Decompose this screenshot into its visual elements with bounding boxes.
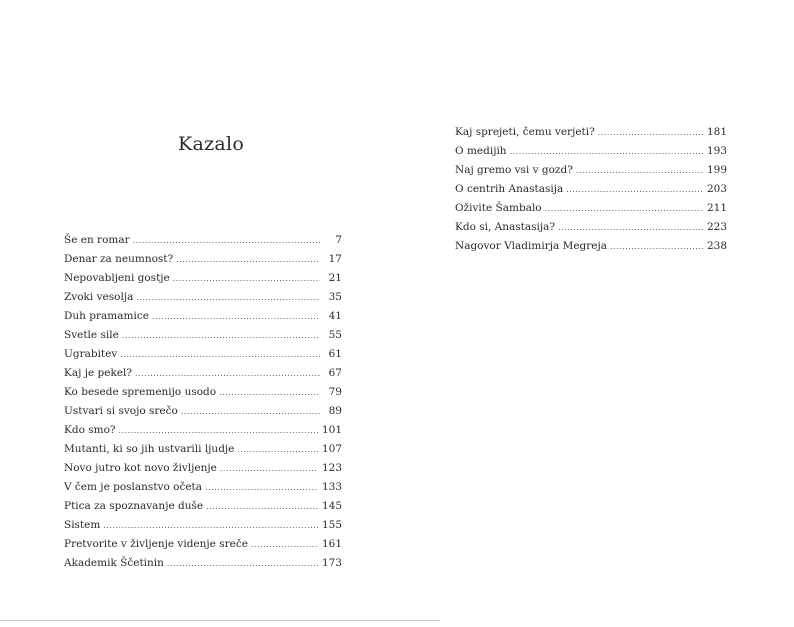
toc-entry-page-number: 35 bbox=[328, 291, 342, 303]
toc-entry-title: Pretvorite v življenje videnje sreče bbox=[64, 538, 248, 550]
toc-list-left bbox=[64, 231, 342, 573]
toc-leader-dots bbox=[220, 459, 318, 478]
toc-leader-dots bbox=[610, 237, 703, 256]
toc-entry bbox=[455, 180, 727, 199]
toc-leader-dots bbox=[119, 421, 318, 440]
toc-entry bbox=[64, 440, 342, 459]
toc-entry bbox=[64, 516, 342, 535]
toc-entry bbox=[64, 497, 342, 516]
toc-entry-page-number: 123 bbox=[321, 462, 342, 474]
toc-entry-page-number: 199 bbox=[706, 164, 727, 176]
toc-leader-dots bbox=[167, 554, 318, 573]
toc-entry-title: Ko besede spremenijo usodo bbox=[64, 386, 217, 398]
toc-entry-page-number: 107 bbox=[321, 443, 342, 455]
toc-entry-page-number: 145 bbox=[321, 500, 342, 512]
toc-entry-title: Naj gremo vsi v gozd? bbox=[455, 164, 573, 176]
toc-entry-title: Ustvari si svojo srečo bbox=[64, 405, 178, 417]
toc-entry-title: O medijih bbox=[455, 145, 507, 157]
toc-entry bbox=[64, 345, 342, 364]
toc-entry-title: Zvoki vesolja bbox=[64, 291, 134, 303]
toc-leader-dots bbox=[206, 497, 318, 516]
page-edge-line bbox=[0, 620, 440, 621]
toc-entry-page-number: 181 bbox=[706, 126, 727, 138]
toc-entry-title: Duh pramamice bbox=[64, 310, 149, 322]
toc-leader-dots bbox=[566, 180, 703, 199]
toc-entry bbox=[64, 554, 342, 573]
toc-entry bbox=[64, 459, 342, 478]
right-page bbox=[397, 0, 794, 627]
toc-entry-page-number: 203 bbox=[706, 183, 727, 195]
toc-entry-title: Kaj je pekel? bbox=[64, 367, 133, 379]
toc-list-right bbox=[455, 123, 727, 256]
toc-entry-title: Novo jutro kot novo življenje bbox=[64, 462, 217, 474]
toc-entry bbox=[64, 307, 342, 326]
toc-entry bbox=[455, 199, 727, 218]
toc-entry-title: V čem je poslanstvo očeta bbox=[64, 481, 203, 493]
toc-entry-title: Nagovor Vladimirja Megreja bbox=[455, 240, 608, 252]
toc-entry bbox=[64, 326, 342, 345]
toc-entry-title: Kdo si, Anastasija? bbox=[455, 221, 556, 233]
toc-entry-page-number: 101 bbox=[321, 424, 342, 436]
toc-leader-dots bbox=[576, 161, 703, 180]
toc-entry bbox=[64, 364, 342, 383]
toc-entry bbox=[64, 535, 342, 554]
toc-leader-dots bbox=[598, 123, 703, 142]
toc-leader-dots bbox=[510, 142, 703, 161]
toc-entry-title: Kdo smo? bbox=[64, 424, 116, 436]
toc-entry-title: Mutanti, ki so jih ustvarili ljudje bbox=[64, 443, 235, 455]
toc-entry-page-number: 133 bbox=[321, 481, 342, 493]
toc-entry-title: Nepovabljeni gostje bbox=[64, 272, 170, 284]
toc-leader-dots bbox=[173, 269, 320, 288]
toc-entry-page-number: 193 bbox=[706, 145, 727, 157]
toc-entry bbox=[455, 237, 727, 256]
toc-leader-dots bbox=[136, 288, 320, 307]
toc-leader-dots bbox=[176, 250, 320, 269]
toc-entry-page-number: 67 bbox=[328, 367, 342, 379]
toc-entry-page-number: 61 bbox=[328, 348, 342, 360]
toc-entry-page-number: 173 bbox=[321, 557, 342, 569]
toc-entry bbox=[455, 142, 727, 161]
toc-entry-page-number: 7 bbox=[335, 234, 342, 246]
toc-entry-title: Oživite Šambalo bbox=[455, 202, 542, 214]
toc-leader-dots bbox=[251, 535, 318, 554]
toc-entry-page-number: 21 bbox=[328, 272, 342, 284]
page-title: Kazalo bbox=[178, 133, 245, 155]
toc-entry-title: Ptica za spoznavanje duše bbox=[64, 500, 204, 512]
toc-entry bbox=[64, 402, 342, 421]
toc-entry-page-number: 223 bbox=[706, 221, 727, 233]
toc-leader-dots bbox=[135, 364, 320, 383]
toc-leader-dots bbox=[133, 231, 320, 250]
toc-entry-page-number: 79 bbox=[328, 386, 342, 398]
toc-entry bbox=[64, 421, 342, 440]
toc-leader-dots bbox=[545, 199, 703, 218]
toc-entry-page-number: 89 bbox=[328, 405, 342, 417]
toc-entry-page-number: 238 bbox=[706, 240, 727, 252]
toc-entry bbox=[455, 123, 727, 142]
toc-entry-title: Sistem bbox=[64, 519, 101, 531]
toc-entry-page-number: 161 bbox=[321, 538, 342, 550]
toc-entry bbox=[64, 231, 342, 250]
toc-entry-page-number: 211 bbox=[706, 202, 727, 214]
toc-leader-dots bbox=[219, 383, 320, 402]
toc-entry-title: Svetle sile bbox=[64, 329, 119, 341]
toc-entry-title: Ugrabitev bbox=[64, 348, 118, 360]
toc-entry bbox=[64, 288, 342, 307]
toc-leader-dots bbox=[122, 326, 320, 345]
toc-leader-dots bbox=[120, 345, 320, 364]
toc-entry bbox=[64, 250, 342, 269]
toc-entry-page-number: 41 bbox=[328, 310, 342, 322]
toc-entry-title: Akademik Ščetinin bbox=[64, 557, 164, 569]
toc-entry-page-number: 55 bbox=[328, 329, 342, 341]
toc-leader-dots bbox=[152, 307, 320, 326]
toc-entry-page-number: 17 bbox=[328, 253, 342, 265]
toc-entry bbox=[64, 269, 342, 288]
toc-entry bbox=[455, 161, 727, 180]
toc-entry bbox=[455, 218, 727, 237]
toc-leader-dots bbox=[558, 218, 703, 237]
toc-leader-dots bbox=[181, 402, 320, 421]
toc-entry-title: Kaj sprejeti, čemu verjeti? bbox=[455, 126, 595, 138]
toc-entry bbox=[64, 478, 342, 497]
toc-entry-page-number: 155 bbox=[321, 519, 342, 531]
toc-leader-dots bbox=[205, 478, 318, 497]
toc-entry bbox=[64, 383, 342, 402]
toc-leader-dots bbox=[237, 440, 318, 459]
toc-entry-title: Denar za neumnost? bbox=[64, 253, 174, 265]
toc-entry-title: Še en romar bbox=[64, 234, 130, 246]
toc-entry-title: O centrih Anastasija bbox=[455, 183, 564, 195]
toc-leader-dots bbox=[103, 516, 318, 535]
